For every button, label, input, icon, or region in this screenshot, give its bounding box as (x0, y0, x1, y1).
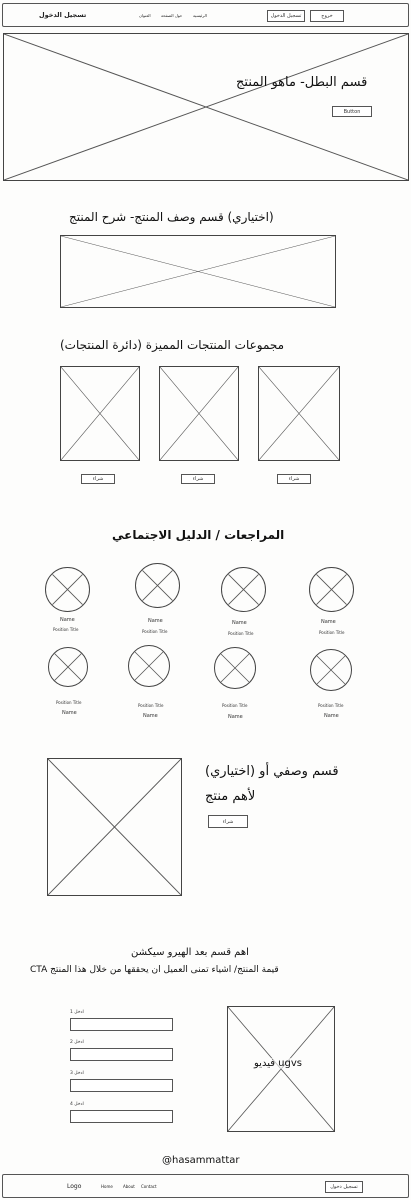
exit-button[interactable]: خروج (310, 10, 344, 22)
footer-logo: Logo (67, 1183, 82, 1190)
nav-item-address[interactable]: العنوان (139, 13, 151, 18)
products-title: مجموعات المنتجات المميزة (دائرة المنتجات) (60, 338, 285, 352)
header-bar (2, 3, 409, 27)
reviewer-name: Name (228, 714, 243, 720)
input-field-3[interactable] (70, 1079, 173, 1092)
input-label: ادخل 3 (70, 1071, 84, 1076)
product-card-image (159, 366, 239, 461)
avatar (48, 647, 88, 687)
buy-button[interactable]: شراء (81, 474, 115, 484)
footer-link-home[interactable]: Home (101, 1184, 113, 1189)
reviewer-name: Name (62, 710, 77, 716)
avatar (309, 567, 354, 612)
avatar (45, 567, 90, 612)
reviewer-position: Position Title (142, 629, 168, 634)
description-image-placeholder (60, 235, 336, 308)
footer-link-contact[interactable]: Contact (141, 1184, 157, 1189)
avatar (221, 567, 266, 612)
product-card-image (258, 366, 340, 461)
footer-link-about[interactable]: About (123, 1184, 135, 1189)
reviews-title: المراجعات / الدليل الاجتماعي (112, 528, 285, 542)
input-label: ادخل 4 (70, 1102, 84, 1107)
input-field-4[interactable] (70, 1110, 173, 1123)
description-title: (اختياري) قسم وصف المنتج- شرح المنتج (69, 210, 274, 224)
nav-item-home[interactable]: الرئيسية (193, 13, 207, 18)
brand-text: تسجيل الدخول (39, 11, 87, 19)
feature-title-line2: لأهم منتج (205, 789, 256, 804)
footer-bar (2, 1174, 409, 1198)
input-field-2[interactable] (70, 1048, 173, 1061)
reviewer-name: Name (148, 618, 163, 624)
reviewer-position: Position Title (138, 703, 164, 708)
avatar (214, 647, 256, 689)
reviewer-name: Name (60, 617, 75, 623)
input-label: ادخل 2 (70, 1040, 84, 1045)
reviewer-name: Name (232, 620, 247, 626)
feature-image-placeholder (47, 758, 182, 896)
reviewer-position: Position Title (56, 700, 82, 705)
login-button[interactable]: تسجيل الدخول (267, 10, 305, 22)
video-label: فيديو ugvs (254, 1058, 302, 1069)
avatar (135, 563, 180, 608)
input-label: ادخل 1 (70, 1010, 84, 1015)
value-line2: قيمة المنتج/ اشياء تمنى العميل ان يحققها من خلال هذا المنتج CTA (30, 965, 279, 975)
reviewer-name: Name (324, 713, 339, 719)
feature-buy-button[interactable]: شراء (208, 815, 248, 828)
reviewer-position: Position Title (319, 630, 345, 635)
buy-button[interactable]: شراء (181, 474, 215, 484)
hero-button[interactable]: Button (332, 106, 372, 117)
reviewer-name: Name (143, 713, 158, 719)
hero-title: قسم البطل- ماهو المنتج (236, 75, 368, 90)
reviewer-position: Position Title (228, 631, 254, 636)
feature-title-line1: قسم وصفي أو (اختياري) (205, 764, 339, 779)
buy-button[interactable]: شراء (277, 474, 311, 484)
video-placeholder[interactable] (227, 1006, 335, 1132)
reviewer-position: Position Title (222, 703, 248, 708)
product-card-image (60, 366, 140, 461)
nav-item-about[interactable]: حول الصفحة (161, 13, 183, 18)
avatar (128, 645, 170, 687)
input-field-1[interactable] (70, 1018, 173, 1031)
reviewer-position: Position Title (53, 627, 79, 632)
avatar (310, 649, 352, 691)
footer-login-button[interactable]: تسجيل دخول (325, 1181, 363, 1193)
value-line1: اهم قسم بعد الهيرو سيكشن (131, 947, 249, 958)
credit-handle: @hasammattar (162, 1155, 240, 1166)
reviewer-position: Position Title (318, 703, 344, 708)
reviewer-name: Name (321, 619, 336, 625)
